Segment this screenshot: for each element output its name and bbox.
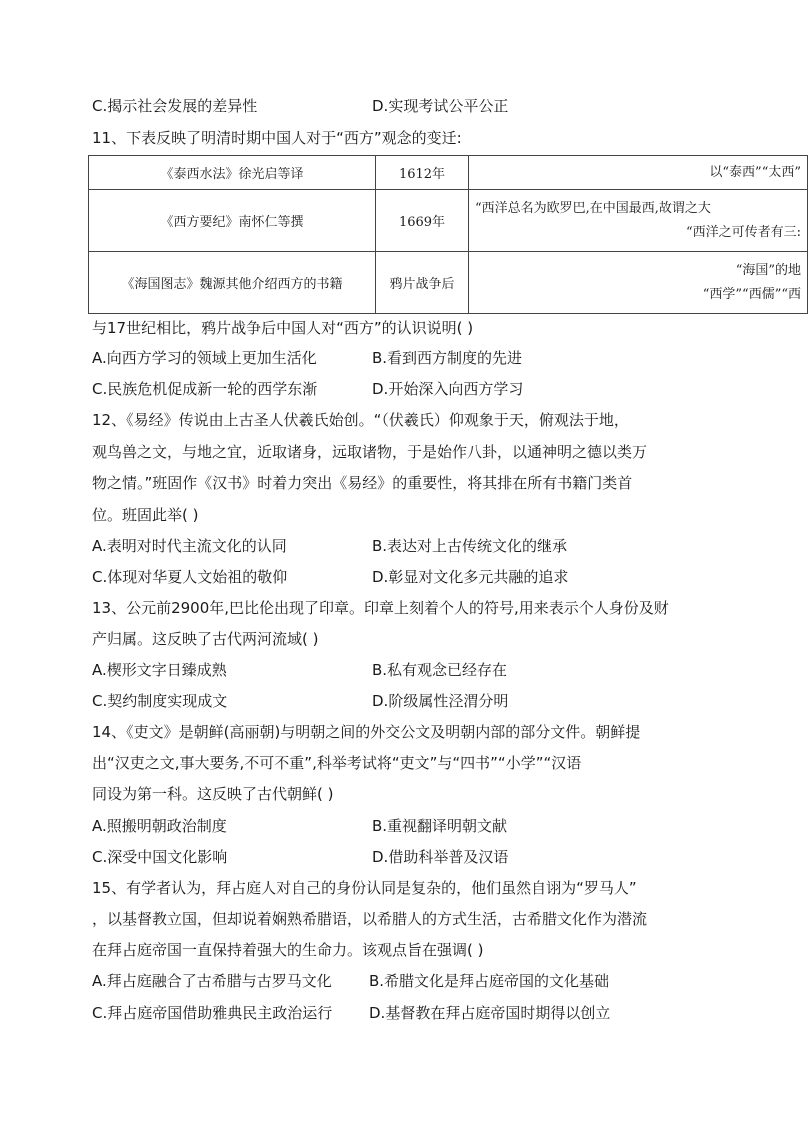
q13-option-d[interactable]: D.阶级属性泾渭分明 [372,692,509,710]
table-cell-source: 《泰西水法》徐光启等译 [89,156,376,190]
q14-stem-line-1: 14、《吏文》是朝鲜(高丽朝)与明朝之间的外交公文及明朝内部的部分文件。朝鲜提 [92,723,641,741]
q12-option-b[interactable]: B.表达对上古传统文化的继承 [372,537,568,555]
q12-option-c[interactable]: C.体现对华夏人文始祖的敬仰 [92,568,288,586]
q13-stem-line-1: 13、公元前2900年,巴比伦出现了印章。印章上刻着个人的符号,用来表示个人身份及财 [92,599,669,617]
table-row [89,190,808,252]
q11-option-d[interactable]: D.开始深入向西方学习 [372,380,524,398]
q11-option-c[interactable]: C.民族危机促成新一轮的西学东渐 [92,380,318,398]
q11-stem: 11、下表反映了明清时期中国人对于“西方”观念的变迁: [92,129,462,147]
q10-options-row-cd [92,96,792,116]
q14-option-d[interactable]: D.借助科举普及汉语 [372,848,509,866]
q14-stem-line-2: 出“汉吏之文,事大要务,不可不重”,科举考试将“吏文”与“四书”“小学”“汉语 [92,754,582,772]
q13-stem-line-2: 产归属。这反映了古代两河流域( ) [92,630,319,648]
table-cell-content: “海国”的地 “西学”“西儒”“西 [469,252,808,314]
table-cell-source: 《西方要纪》南怀仁等撰 [89,190,376,252]
table-cell-content: “西洋总名为欧罗巴,在中国最西,故谓之大 “西洋之可传者有三: [469,190,808,252]
q11-options-row-cd [92,379,792,399]
q10-option-c[interactable]: C.揭示社会发展的差异性 [92,97,258,115]
q11-question: 与17世纪相比，鸦片战争后中国人对“西方”的认识说明( ) [92,319,474,337]
q12-stem-line-1: 12、《易经》传说由上古圣人伏羲氏始创。“（伏羲氏）仰观象于天，俯观法于地， [92,411,629,429]
table-cell-content: 以“泰西”“太西” [469,156,808,190]
q15-stem-line-3: 在拜占庭帝国一直保持着强大的生命力。该观点旨在强调( ) [92,941,484,959]
q14-option-a[interactable]: A.照搬明朝政治制度 [92,817,227,835]
q14-options-row-cd [92,847,792,867]
q15-options-row-cd [92,1003,792,1023]
q11-table [88,155,808,314]
q12-option-a[interactable]: A.表明对时代主流文化的认同 [92,537,287,555]
q10-option-d[interactable]: D.实现考试公平公正 [372,97,509,115]
q13-option-b[interactable]: B.私有观念已经存在 [372,661,508,679]
table-cell-time: 1612年 [376,156,469,190]
q15-options-row-ab [92,971,792,991]
q13-option-c[interactable]: C.契约制度实现成文 [92,692,228,710]
table-row [89,156,808,190]
q14-stem-line-3: 同设为第一科。这反映了古代朝鲜( ) [92,785,334,803]
q15-stem-line-2: ，以基督教立国，但却说着娴熟希腊语，以希腊人的方式生活，古希腊文化作为潜流 [92,910,648,928]
q12-options-row-ab [92,536,792,556]
q12-stem-line-4: 位。班固此举( ) [92,506,199,524]
q14-options-row-ab [92,816,792,836]
q15-option-b[interactable]: B.希腊文化是拜占庭帝国的文化基础 [369,972,610,990]
q13-option-a[interactable]: A.楔形文字日臻成熟 [92,661,227,679]
q11-option-b[interactable]: B.看到西方制度的先进 [372,349,523,367]
q11-options-row-ab [92,348,792,368]
q15-option-a[interactable]: A.拜占庭融合了古希腊与古罗马文化 [92,972,332,990]
q14-option-c[interactable]: C.深受中国文化影响 [92,848,228,866]
q12-option-d[interactable]: D.彰显对文化多元共融的追求 [372,568,569,586]
q11-option-a[interactable]: A.向西方学习的领域上更加生活化 [92,349,317,367]
q13-options-row-cd [92,691,792,711]
table-row [89,252,808,314]
q15-option-d[interactable]: D.基督教在拜占庭帝国时期得以创立 [369,1004,611,1022]
q12-stem-line-3: 物之情。”班固作《汉书》时着力突出《易经》的重要性，将其排在所有书籍门类首 [92,474,633,492]
q13-options-row-ab [92,660,792,680]
q12-options-row-cd [92,567,792,587]
q15-stem-line-1: 15、有学者认为，拜占庭人对自己的身份认同是复杂的，他们虽然自诩为“罗马人” [92,879,637,897]
table-cell-source: 《海国图志》魏源其他介绍西方的书籍 [89,252,376,314]
q14-option-b[interactable]: B.重视翻译明朝文献 [372,817,508,835]
table-cell-time: 1669年 [376,190,469,252]
q15-option-c[interactable]: C.拜占庭帝国借助雅典民主政治运行 [92,1004,333,1022]
q12-stem-line-2: 观鸟兽之文，与地之宜，近取诸身，远取诸物，于是始作八卦，以通神明之德以类万 [92,443,648,461]
table-cell-time: 鸦片战争后 [376,252,469,314]
